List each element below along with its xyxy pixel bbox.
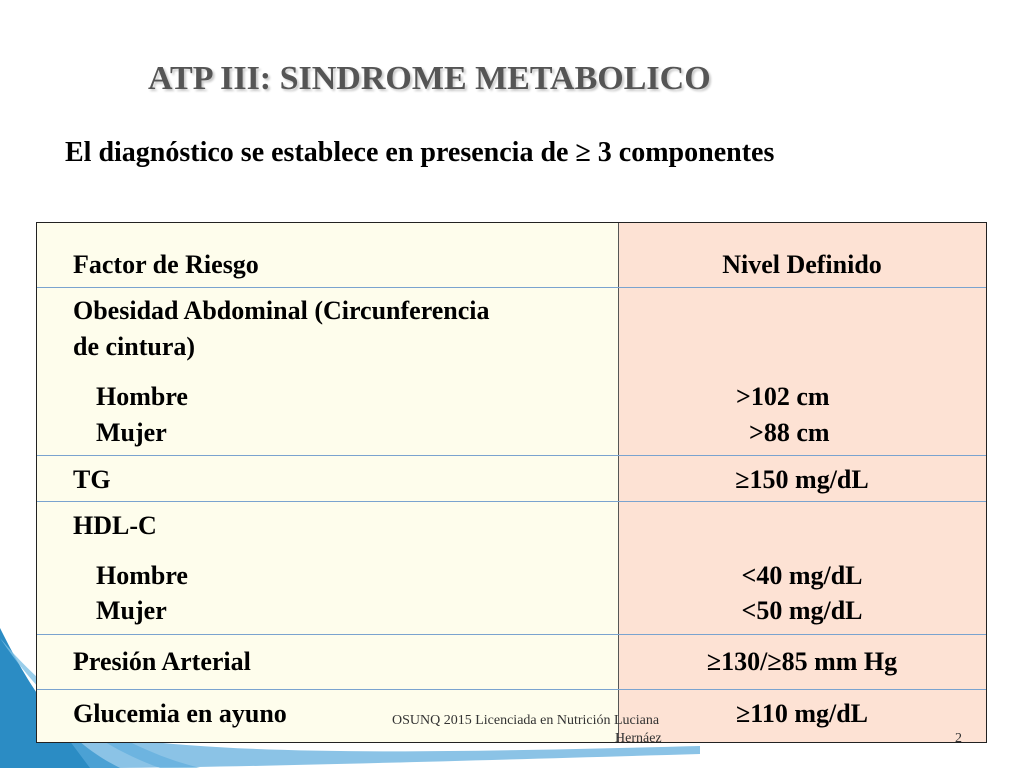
row-divider	[37, 455, 986, 456]
abdominal-mujer-value: >88 cm	[749, 418, 830, 447]
presion-value: ≥130/≥85 mm Hg	[706, 647, 898, 676]
hdl-mujer-label: Mujer	[96, 596, 167, 625]
abdominal-label-line1: Obesidad Abdominal (Circunferencia	[73, 296, 490, 325]
abdominal-mujer-label: Mujer	[96, 418, 167, 447]
footer-credit-line1: OSUNQ 2015 Licenciada en Nutrición Luciana	[392, 713, 660, 728]
row-divider	[37, 287, 986, 288]
header-level: Nivel Definido	[722, 250, 882, 279]
abdominal-label-line2: de cintura)	[73, 332, 196, 361]
criteria-table	[36, 222, 987, 743]
footer-credit-line2: Hernáez	[615, 731, 662, 746]
tg-value: ≥150 mg/dL	[735, 465, 869, 494]
hdl-mujer-value: <50 mg/dL	[741, 596, 863, 625]
abdominal-hombre-value: >102 cm	[736, 382, 830, 411]
page-number: 2	[955, 731, 962, 746]
glucemia-value: ≥110 mg/dL	[735, 699, 869, 728]
hdl-label: HDL-C	[73, 511, 157, 540]
abdominal-hombre-label: Hombre	[96, 382, 188, 411]
slide-subtitle: El diagnóstico se establece en presencia de ≥ 3 componentes	[65, 137, 775, 168]
tg-label: TG	[73, 465, 111, 494]
glucemia-label: Glucemia en ayuno	[73, 699, 287, 728]
hdl-hombre-value: <40 mg/dL	[741, 561, 863, 590]
presion-label: Presión Arterial	[73, 647, 251, 676]
row-divider	[37, 634, 986, 635]
hdl-hombre-label: Hombre	[96, 561, 188, 590]
row-divider	[37, 501, 986, 502]
slide-title: ATP III: SINDROME METABOLICO	[148, 60, 711, 97]
row-divider	[37, 689, 986, 690]
header-factor: Factor de Riesgo	[73, 250, 259, 279]
